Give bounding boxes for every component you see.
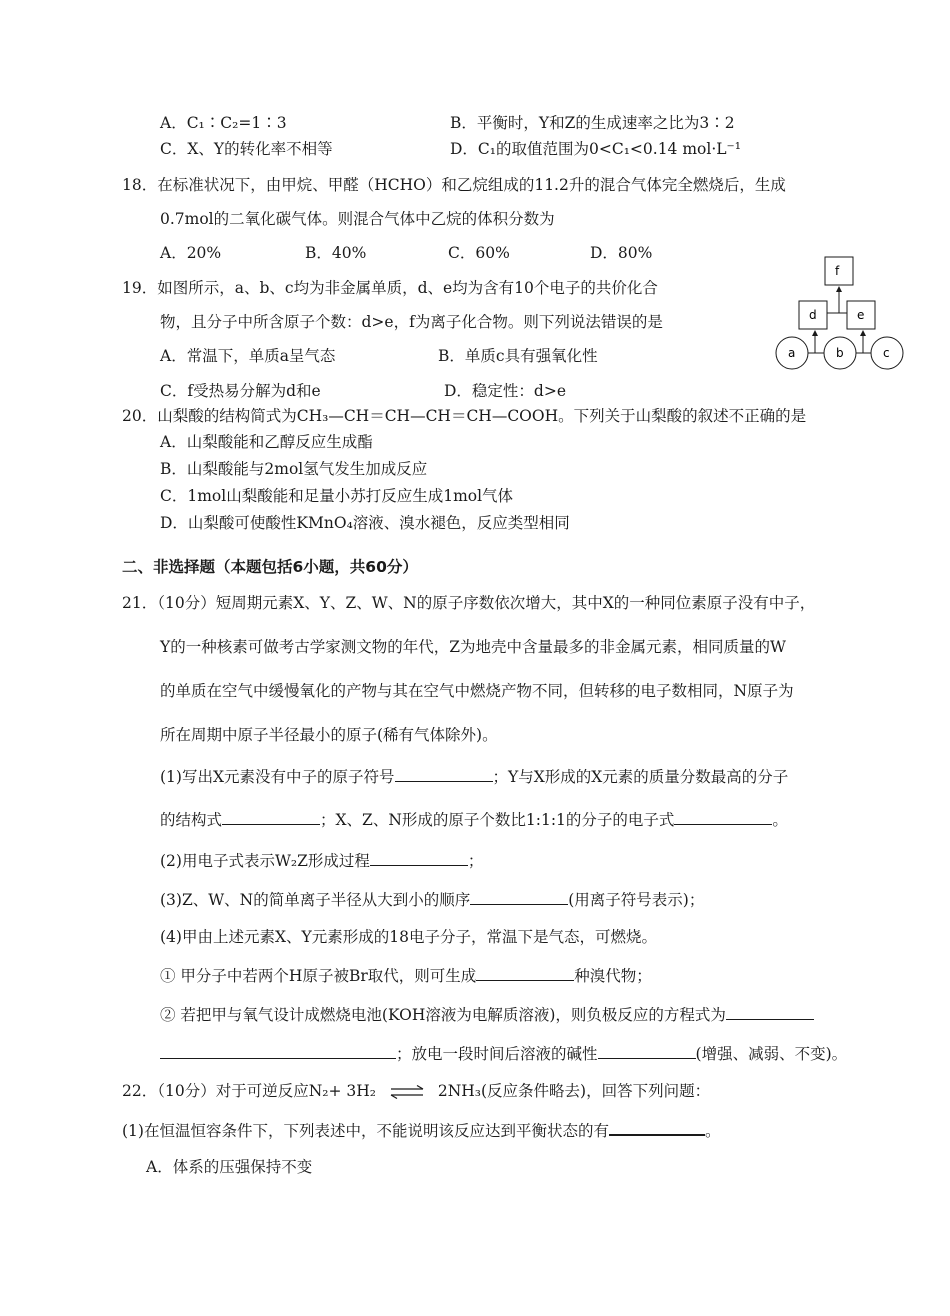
answer-blank[interactable] bbox=[726, 1003, 814, 1020]
q22-part-1: (1)在恒温恒容条件下，下列表述中，不能说明该反应达到平衡状态的有 。 bbox=[122, 1118, 720, 1142]
q21-line-2: Y的一种核素可做考古学家测文物的年代，Z为地壳中含量最多的非金属元素，相同质量的W bbox=[160, 638, 786, 656]
label-e: e bbox=[857, 308, 865, 322]
q21-part-4-sub-2: ② 若把甲与氧气设计成燃烧电池(KOH溶液为电解质溶液)，则负极反应的方程式为 bbox=[160, 1003, 814, 1026]
q18-option-b: B．40% bbox=[305, 244, 367, 262]
q21-line-4: 所在周期中原子半径最小的原子(稀有气体除外)。 bbox=[160, 726, 498, 744]
label-b: b bbox=[836, 346, 844, 360]
q19-reaction-diagram bbox=[775, 255, 905, 373]
q21-part-4-sub-1: ① 甲分子中若两个H原子被Br取代，则可生成 种溴代物； bbox=[160, 964, 652, 987]
q19-stem-line-2: 物，且分子中所含原子个数：d>e，f为离子化合物。则下列说法错误的是 bbox=[160, 313, 663, 331]
q20-option-a: A．山梨酸能和乙醇反应生成酯 bbox=[160, 433, 373, 451]
q21-part-4-sub-2-cont: ；放电一段时间后溶液的碱性 (增强、减弱、不变)。 bbox=[160, 1042, 847, 1065]
q19-stem-line-1: 19．如图所示，a、b、c均为非金属单质，d、e均为含有10个电子的共价化合 bbox=[122, 279, 658, 297]
q19-option-d: D．稳定性：d>e bbox=[444, 382, 567, 400]
reversible-arrow-icon bbox=[389, 1085, 425, 1099]
answer-blank[interactable] bbox=[470, 888, 568, 905]
label-a: a bbox=[788, 346, 796, 360]
q18-option-d: D．80% bbox=[590, 244, 653, 262]
q18-stem-line-1: 18．在标准状况下，由甲烷、甲醛（HCHO）和乙烷组成的11.2升的混合气体完全燃烧后，生成 bbox=[122, 176, 786, 194]
answer-blank[interactable] bbox=[370, 849, 468, 866]
answer-blank[interactable] bbox=[395, 765, 493, 782]
q17-option-c: C．X、Y的转化率不相等 bbox=[160, 140, 333, 158]
q17-option-b: B．平衡时，Y和Z的生成速率之比为3∶2 bbox=[450, 114, 735, 132]
q18-option-a: A．20% bbox=[160, 244, 222, 262]
q18-stem-line-2: 0.7mol的二氧化碳气体。则混合气体中乙烷的体积分数为 bbox=[160, 210, 555, 228]
q21-part-3: (3)Z、W、N的简单离子半径从大到小的顺序 (用离子符号表示)； bbox=[160, 888, 704, 911]
q21-line-1: 21．（10分）短周期元素X、Y、Z、W、N的原子序数依次增大，其中X的一种同位素原子没有中子， bbox=[122, 594, 816, 612]
q22-option-a: A．体系的压强保持不变 bbox=[146, 1158, 313, 1176]
q17-option-d: D．C₁的取值范围为0<C₁<0.14 mol·L⁻¹ bbox=[450, 140, 741, 158]
q20-option-b: B．山梨酸能与2mol氢气发生加成反应 bbox=[160, 460, 428, 478]
q20-stem: 20．山梨酸的结构简式为CH₃—CH＝CH—CH＝CH—COOH。下列关于山梨酸的叙述不正确的是 bbox=[122, 407, 807, 425]
answer-blank[interactable] bbox=[222, 808, 320, 825]
q17-option-a: A．C₁∶C₂=1∶3 bbox=[160, 114, 287, 132]
label-f: f bbox=[835, 264, 840, 278]
q21-part-1-line-1: (1)写出X元素没有中子的原子符号 ；Y与X形成的X元素的质量分数最高的分子 bbox=[160, 765, 788, 788]
q19-option-c: C．f受热易分解为d和e bbox=[160, 382, 321, 400]
q19-option-b: B．单质c具有强氧化性 bbox=[438, 347, 598, 365]
answer-blank[interactable] bbox=[598, 1042, 696, 1059]
label-c: c bbox=[883, 346, 890, 360]
q21-line-3: 的单质在空气中缓慢氧化的产物与其在空气中燃烧产物不同，但转移的电子数相同，N原子为 bbox=[160, 682, 794, 700]
answer-blank[interactable] bbox=[609, 1118, 705, 1136]
q20-option-c: C．1mol山梨酸能和足量小苏打反应生成1mol气体 bbox=[160, 487, 514, 505]
answer-blank[interactable] bbox=[160, 1042, 396, 1059]
q21-part-2: (2)用电子式表示W₂Z形成过程 ； bbox=[160, 849, 483, 872]
section-2-heading: 二、非选择题（本题包括6小题，共60分） bbox=[122, 558, 418, 576]
q20-option-d: D．山梨酸可使酸性KMnO₄溶液、溴水褪色，反应类型相同 bbox=[160, 514, 570, 532]
q21-part-1-line-2: 的结构式 ；X、Z、N形成的原子个数比1:1:1的分子的电子式 。 bbox=[160, 808, 788, 831]
q22-stem: 22．（10分）对于可逆反应N₂+ 3H₂ 2NH₃(反应条件略去)，回答下列问题： bbox=[122, 1082, 711, 1100]
q21-part-4: (4)甲由上述元素X、Y元素形成的18电子分子，常温下是气态，可燃烧。 bbox=[160, 928, 657, 946]
answer-blank[interactable] bbox=[476, 964, 574, 981]
q19-option-a: A．常温下，单质a呈气态 bbox=[160, 347, 336, 365]
answer-blank[interactable] bbox=[674, 808, 772, 825]
q18-option-c: C．60% bbox=[448, 244, 510, 262]
label-d: d bbox=[809, 308, 817, 322]
